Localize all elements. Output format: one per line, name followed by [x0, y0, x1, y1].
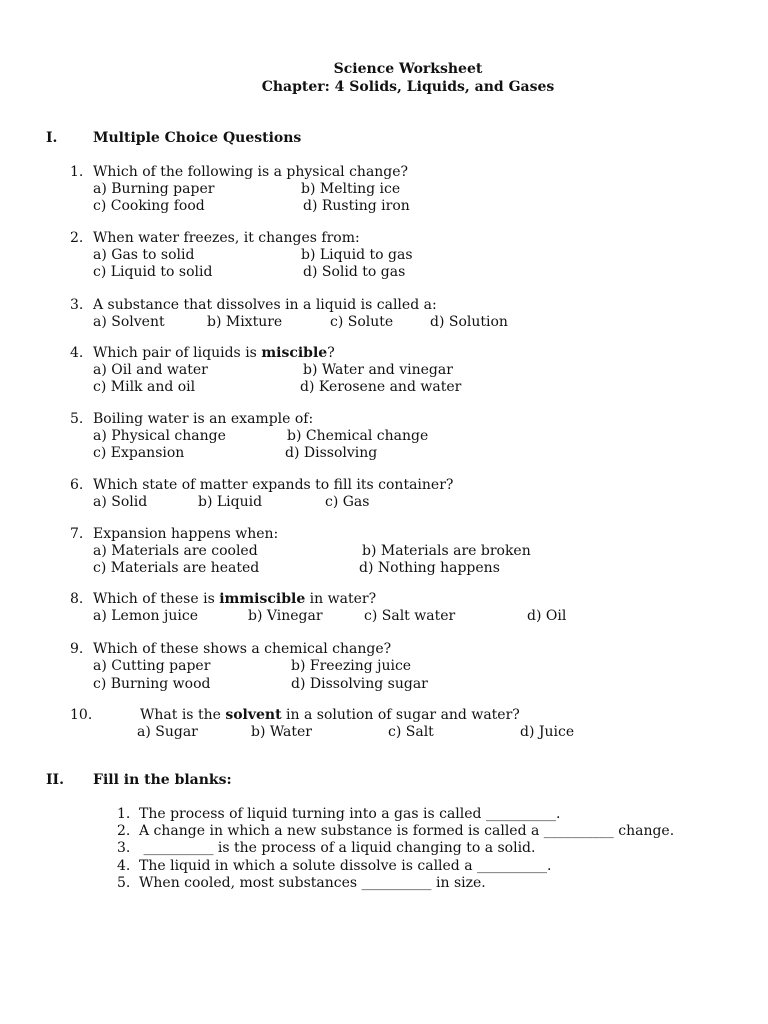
q7-option-d: d) Nothing happens	[359, 560, 500, 576]
q6-option-a: a) Solid	[93, 494, 148, 510]
blank-3-text: __________ is the process of a liquid changing to a solid.	[139, 840, 536, 856]
q4-option-c: c) Milk and oil	[93, 379, 196, 395]
q2-option-b: b) Liquid to gas	[301, 247, 413, 263]
q4-text: Which pair of liquids is miscible?	[93, 345, 335, 361]
blank-1-text: The process of liquid turning into a gas is called __________.	[139, 806, 561, 822]
q8-option-d: d) Oil	[527, 608, 567, 624]
q2-option-c: c) Liquid to solid	[93, 264, 213, 280]
q2-option-d: d) Solid to gas	[303, 264, 406, 280]
q9-option-b: b) Freezing juice	[291, 658, 412, 674]
q9-option-d: d) Dissolving sugar	[291, 676, 428, 692]
blank-2-text: A change in which a new substance is formed is called a __________ change.	[139, 823, 675, 839]
section-2-numeral: II.	[46, 772, 64, 788]
q5-option-b: b) Chemical change	[287, 428, 429, 444]
q1-option-c: c) Cooking food	[93, 198, 205, 214]
q9-option-c: c) Burning wood	[93, 676, 211, 692]
q10-option-c: c) Salt	[388, 724, 434, 740]
q3-text: A substance that dissolves in a liquid is called a:	[93, 297, 437, 313]
q6-text: Which state of matter expands to fill its container?	[93, 477, 454, 493]
q3-option-d: d) Solution	[430, 314, 508, 330]
q1-option-b: b) Melting ice	[301, 181, 401, 197]
q7-option-a: a) Materials are cooled	[93, 543, 258, 559]
q2-number: 2.	[70, 230, 84, 246]
section-2-heading: Fill in the blanks:	[93, 772, 232, 788]
q3-option-c: c) Solute	[330, 314, 394, 330]
q7-text: Expansion happens when:	[93, 526, 279, 542]
q4-number: 4.	[70, 345, 84, 361]
blank-4-number: 4.	[117, 858, 131, 874]
q5-option-c: c) Expansion	[93, 445, 185, 461]
q6-option-b: b) Liquid	[198, 494, 263, 510]
blank-3-number: 3.	[117, 840, 131, 856]
blank-4-text: The liquid in which a solute dissolve is called a __________.	[139, 858, 552, 874]
q3-option-b: b) Mixture	[207, 314, 283, 330]
q8-number: 8.	[70, 591, 84, 607]
q1-text: Which of the following is a physical change?	[93, 164, 409, 180]
q7-option-b: b) Materials are broken	[362, 543, 531, 559]
q10-option-a: a) Sugar	[137, 724, 198, 740]
section-1-heading: Multiple Choice Questions	[93, 130, 302, 146]
q10-number: 10.	[70, 707, 93, 723]
q9-option-a: a) Cutting paper	[93, 658, 211, 674]
q5-option-a: a) Physical change	[93, 428, 226, 444]
q2-option-a: a) Gas to solid	[93, 247, 195, 263]
section-1-numeral: I.	[46, 130, 58, 146]
q10-option-b: b) Water	[251, 724, 312, 740]
blank-2-number: 2.	[117, 823, 131, 839]
q8-option-a: a) Lemon juice	[93, 608, 198, 624]
q2-text: When water freezes, it changes from:	[93, 230, 360, 246]
q1-option-d: d) Rusting iron	[303, 198, 410, 214]
blank-1-number: 1.	[117, 806, 131, 822]
q10-option-d: d) Juice	[520, 724, 575, 740]
q6-option-c: c) Gas	[325, 494, 370, 510]
q1-number: 1.	[70, 164, 84, 180]
q9-text: Which of these shows a chemical change?	[93, 641, 392, 657]
q5-option-d: d) Dissolving	[285, 445, 378, 461]
q4-option-a: a) Oil and water	[93, 362, 208, 378]
blank-5-number: 5.	[117, 875, 131, 891]
q1-option-a: a) Burning paper	[93, 181, 215, 197]
q8-text: Which of these is immiscible in water?	[93, 591, 377, 607]
q9-number: 9.	[70, 641, 84, 657]
worksheet-chapter: Chapter: 4 Solids, Liquids, and Gases	[261, 79, 555, 95]
q8-option-b: b) Vinegar	[248, 608, 323, 624]
q6-number: 6.	[70, 477, 84, 493]
q3-option-a: a) Solvent	[93, 314, 165, 330]
worksheet-title: Science Worksheet	[333, 61, 483, 77]
q4-option-d: d) Kerosene and water	[300, 379, 462, 395]
q10-text: What is the solvent in a solution of sugar and water?	[140, 707, 520, 723]
q8-option-c: c) Salt water	[364, 608, 456, 624]
blank-5-text: When cooled, most substances __________ in size.	[139, 875, 486, 891]
q5-number: 5.	[70, 411, 84, 427]
q4-option-b: b) Water and vinegar	[303, 362, 453, 378]
q7-option-c: c) Materials are heated	[93, 560, 260, 576]
q3-number: 3.	[70, 297, 84, 313]
q5-text: Boiling water is an example of:	[93, 411, 314, 427]
q7-number: 7.	[70, 526, 84, 542]
